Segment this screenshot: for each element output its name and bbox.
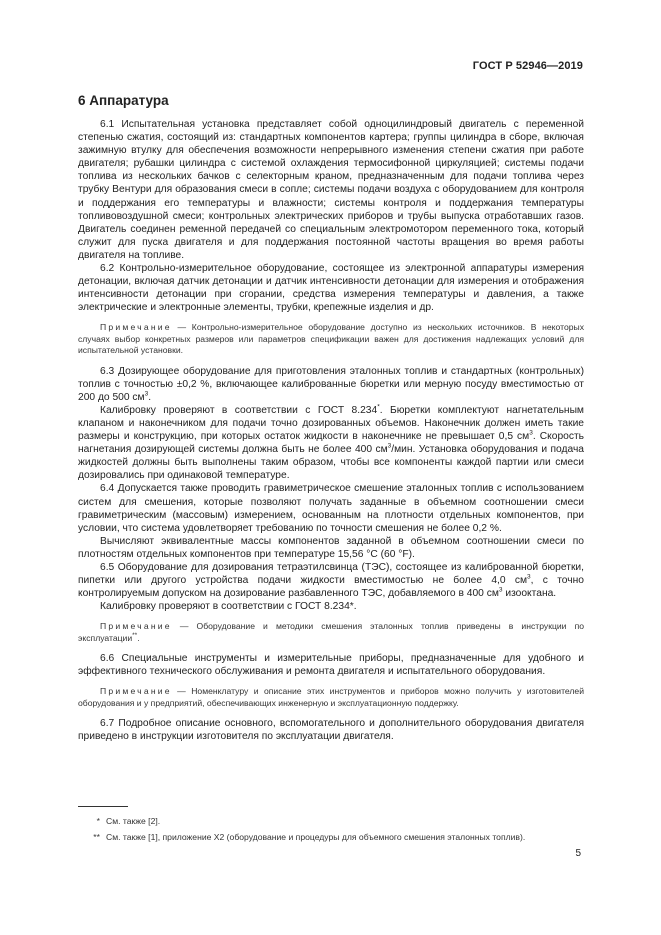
footnote-ref: * (377, 403, 380, 411)
note-3-text: — Номенклатуру и описание этих инструментов и приборов можно получить у изготовителей оборудования и у предприятий, обеспечивающих инженерную и эксплуатационную поддержку. (78, 686, 584, 708)
text-span: изооктана. (502, 588, 557, 600)
footnote-divider (78, 806, 128, 807)
superscript: 3 (387, 442, 392, 450)
page-number: 5 (575, 848, 581, 859)
footnote-mark: * (96, 816, 100, 826)
superscript: 3 (527, 573, 531, 581)
footnote-2 (78, 830, 584, 846)
superscript: 3 (144, 390, 149, 398)
superscript: 3 (498, 586, 503, 594)
note-2-text: — Оборудование и методики смешения эталонных топлив приведены в инструкции по эксплуатации (78, 621, 584, 643)
paragraph-6-1: 6.1 Испытательная установка представляет собой одноцилиндровый двигатель с переменной степенью сжатия, состоящий из: стандартных компонентов картера; группы цилиндра в сборе, включая зажимную втулку для обеспечения возможности непрерывного изменения степени сжатия при работе двигателя; рубашки цилиндра с системой охлаждения термосифонной циркуляцией; системы подачи топлива из нескольких бачков с селекторным краном, предназначенным для подачи топлива через трубку Вентури для образования смеси в сопле; системы подачи воздуха с оборудованием для контроля и поддержания его температуры и влажности; системы контроля и поддержания температуры топливовоздушной смеси; контрольных электрических приборов и трубы выпуска отработавших газов. Двигатель соединен ременной передачей со специальным электромотором переменного тока, который служит для пуска двигателя и для поддержания постоянной частоты вращения во время работы двигателя на топливе. (78, 119, 584, 261)
footnotes (78, 814, 584, 845)
text-span: . Скорость нагнетания дозирующей системы должна быть не более 400 см (78, 431, 584, 456)
section-body (78, 118, 584, 743)
paragraph-6-4: 6.4 Допускается также проводить гравиметрическое смешение эталонных топлив с использованием систем для смешения, которые позволяют получать заданные в объемном соотношении смеси гравиметрическим (массовым) измерением, основанным на плотности отдельных компонентов, при условии, что система удовлетворяет требованию по точности смешения не более 0,2 %. (78, 483, 584, 534)
paragraph-equivalent-masses: Вычисляют эквивалентные массы компонентов заданной в объемном соотношении смеси по плотностям отдельных компонентов при температуре 15,56 °С (60 °F). (78, 535, 584, 560)
footnote-text: См. также [1], приложение X2 (оборудование и процедуры для объемного смешения эталонных топлив). (106, 831, 526, 842)
text-span: 6.5 Оборудование для дозирования тетраэтилсвинца (ТЭС), состоящее из калиброванной бюретки, пипетки или другого устройства подачи жидкости вместимостью не более 4,0 см (78, 562, 584, 587)
paragraph-calibration-1 (78, 404, 584, 483)
paragraph-6-2: 6.2 Контрольно-измерительное оборудование, состоящее из электронной аппаратуры измерения детонации, включая датчик детонации и датчик интенсивности детонации для измерения и отображения интенсивности детонации при сгорании, средства измерения температуры и давления, а также электрические и электронные элементы, трубки, крепежные изделия и др. (78, 263, 584, 314)
note-label: Примечание (100, 621, 172, 632)
paragraph-6-3 (78, 365, 584, 404)
text-span: , с точно контролируемым допуском на дозирование разбавленного ТЭС, добавляемого в 400 см (78, 575, 584, 600)
text-span: Калибровку проверяют в соответствии с ГОСТ 8.234 (100, 404, 378, 416)
document-id-header: ГОСТ Р 52946—2019 (472, 60, 583, 72)
paragraph-6-5 (78, 561, 584, 600)
note-label: Примечание (100, 686, 172, 697)
paragraph-6-3-text: 6.3 Дозирующее оборудование для приготовления эталонных топлив и стандартных (контрольных) топлив с точностью ±0,2 %, включающее калиброванные бюретки или мерную посуду вместимостью от 200 до 500 см (78, 365, 584, 403)
footnote-text: См. также [2]. (106, 816, 161, 826)
superscript: 3 (529, 429, 533, 437)
paragraph-calibration-2: Калибровку проверяют в соответствии с ГОСТ 8.234*. (100, 601, 357, 613)
note-1 (78, 322, 584, 356)
note-1-text: — Контрольно-измерительное оборудование доступно из нескольких источников. В некоторых случаях выбор конкретных размеров или параметров спецификации важен для достижения надлежащих условий для испытательной установки. (78, 322, 584, 356)
note-3 (78, 686, 584, 709)
paragraph-6-6: 6.6 Специальные инструменты и измерительные приборы, предназначенные для удобного и эффективного технического обслуживания и ремонта двигателя и испытательного оборудования. (78, 653, 584, 678)
note-label: Примечание (100, 322, 172, 333)
note-2 (78, 621, 584, 644)
text-span: . Бюретки комплектуют нагнетательным клапаном и наконечником для подачи точно дозированных объемов. Наконечник должен иметь такие размеры и конструкцию, при которых остаток жидкости в наконечнике не превышает 0,5 см (78, 404, 584, 443)
text-span: /мин. Установка оборудования и подача жидкостей должны быть выполнены таким образом, чтобы все компоненты каждой партии или смеси дозировались при одинаковой температуре. (78, 444, 584, 482)
punctuation: . (137, 632, 140, 643)
footnote-ref: ** (132, 631, 138, 639)
section-title: 6 Аппаратура (78, 93, 169, 108)
paragraph-6-7: 6.7 Подробное описание основного, вспомогательного и дополнительного оборудования двигателя приведено в инструкции изготовителя по эксплуатации двигателя. (78, 718, 584, 743)
punctuation: . (148, 391, 152, 403)
footnote-mark: ** (93, 831, 100, 842)
footnote-1 (78, 814, 584, 830)
